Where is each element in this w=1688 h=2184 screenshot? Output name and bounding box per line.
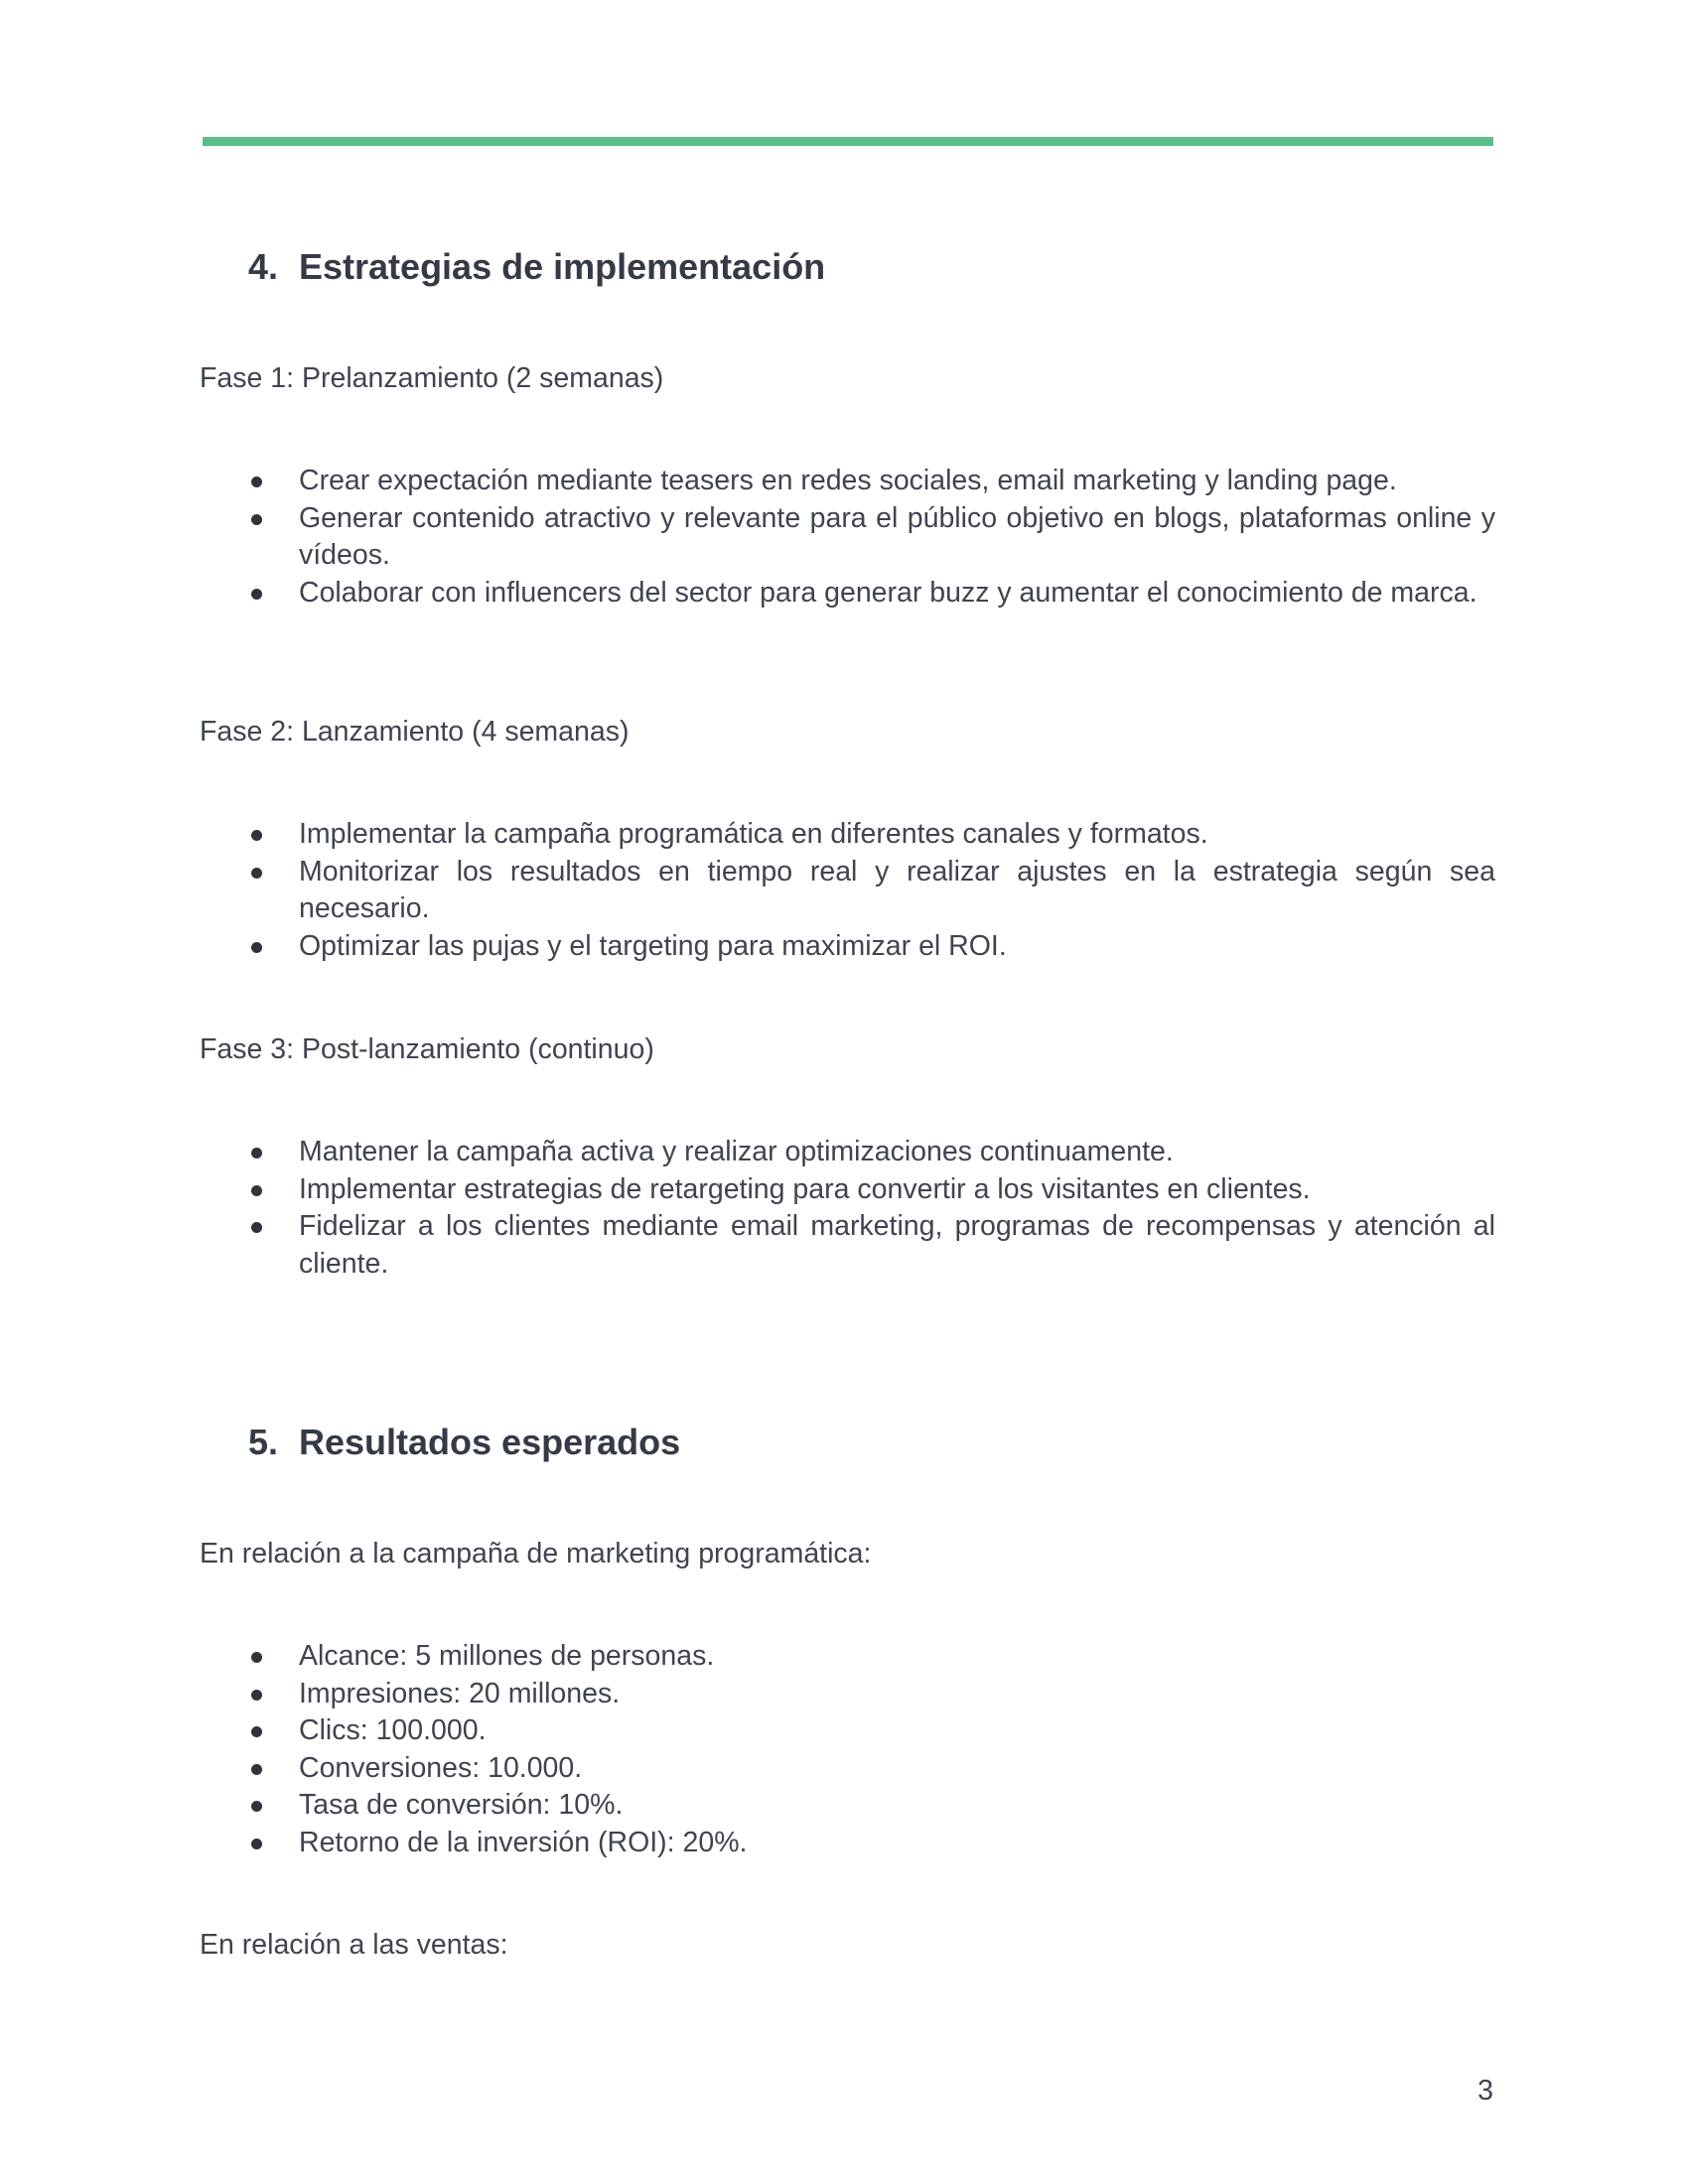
phase-label-1: Fase 1: Prelanzamiento (2 semanas) <box>200 362 664 394</box>
list-item: Clics: 100.000. <box>200 1712 1495 1750</box>
phase-label-2: Fase 2: Lanzamiento (4 semanas) <box>200 716 630 748</box>
section-number: 5. <box>248 1422 279 1462</box>
list-item: Generar contenido atractivo y relevante para el público objetivo en blogs, plataformas online y vídeos. <box>200 500 1495 575</box>
header-accent-rule <box>203 137 1493 146</box>
section-heading-resultados <box>248 1422 680 1463</box>
phase-1-list <box>200 463 1495 612</box>
list-item: Crear expectación mediante teasers en redes sociales, email marketing y landing page. <box>200 463 1495 500</box>
list-item: Colaborar con influencers del sector para generar buzz y aumentar el conocimiento de marca. <box>200 575 1495 613</box>
bullet-icon <box>251 1839 262 1849</box>
bullet-icon <box>251 1222 262 1233</box>
list-item: Implementar estrategias de retargeting para convertir a los visitantes en clientes. <box>200 1171 1495 1209</box>
results-intro: En relación a la campaña de marketing programática: <box>200 1538 872 1570</box>
bullet-icon <box>251 477 262 487</box>
list-item: Retorno de la inversión (ROI): 20%. <box>200 1825 1495 1862</box>
bullet-icon <box>251 1690 262 1701</box>
bullet-icon <box>251 1801 262 1812</box>
list-item: Conversiones: 10.000. <box>200 1750 1495 1788</box>
list-item: Impresiones: 20 millones. <box>200 1676 1495 1713</box>
list-item: Alcance: 5 millones de personas. <box>200 1638 1495 1676</box>
bullet-icon <box>251 514 262 525</box>
phase-2-list <box>200 816 1495 965</box>
section-title: Resultados esperados <box>299 1422 681 1462</box>
list-item: Tasa de conversión: 10%. <box>200 1787 1495 1825</box>
bullet-icon <box>251 1652 262 1663</box>
bullet-icon <box>251 868 262 879</box>
section-number: 4. <box>248 246 279 287</box>
page-number: 3 <box>1477 2075 1493 2107</box>
phase-3-list <box>200 1134 1495 1283</box>
list-item: Optimizar las pujas y el targeting para maximizar el ROI. <box>200 928 1495 966</box>
section-heading-estrategias <box>248 246 825 288</box>
results-list <box>200 1638 1495 1861</box>
phase-label-3: Fase 3: Post-lanzamiento (continuo) <box>200 1033 654 1065</box>
list-item: Implementar la campaña programática en diferentes canales y formatos. <box>200 816 1495 854</box>
bullet-icon <box>251 1764 262 1775</box>
bullet-icon <box>251 942 262 953</box>
results-outro: En relación a las ventas: <box>200 1929 508 1961</box>
bullet-icon <box>251 1148 262 1159</box>
bullet-icon <box>251 1726 262 1737</box>
list-item: Fidelizar a los clientes mediante email marketing, programas de recompensas y atención al cliente. <box>200 1208 1495 1283</box>
list-item: Monitorizar los resultados en tiempo real y realizar ajustes en la estrategia según sea necesario. <box>200 854 1495 928</box>
list-item: Mantener la campaña activa y realizar optimizaciones continuamente. <box>200 1134 1495 1171</box>
bullet-icon <box>251 830 262 841</box>
bullet-icon <box>251 1185 262 1196</box>
bullet-icon <box>251 589 262 600</box>
section-title: Estrategias de implementación <box>299 246 826 287</box>
